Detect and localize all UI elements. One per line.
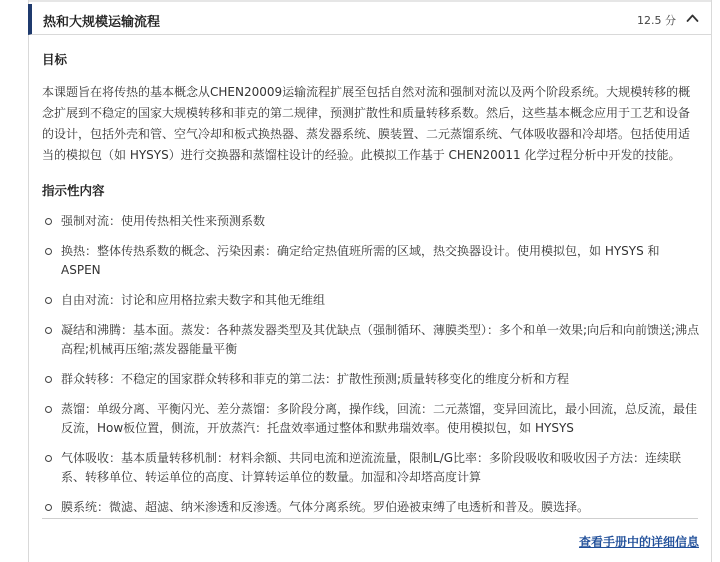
list-item bbox=[42, 449, 700, 487]
bullet-icon bbox=[45, 406, 52, 413]
list-item-text: 气体吸收：基本质量转移机制：材料余额、共同电流和逆流流量，限制L/G比率：多阶段吸收和吸收因子方法：连续联系、转移单位、转运单位的高度、计算转运单位的数量。加湿和冷却塔高度计算 bbox=[61, 451, 682, 484]
objectives-paragraph: 本课题旨在将传热的基本概念从CHEN20009运输流程扩展至包括自然对流和强制对流以及两个阶段系统。大规模转移的概念扩展到不稳定的国家大规模转移和菲克的第二规律，预测扩散性和质量转移系数。然后，这些基本概念应用于工艺和设备的设计，包括外壳和管、空气冷却和板式换热器、蒸发器系统、膜装置、二元蒸馏系统、气体吸收器和冷却塔。包括使用适当的模拟包（如 HYSYS）进行交换器和蒸馏柱设计的经验。此模拟工作基于 CHEN20011 化学过程分析中开发的技能。 bbox=[42, 85, 691, 162]
list-item bbox=[42, 212, 700, 231]
list-item bbox=[42, 242, 700, 280]
indicative-content-heading: 指示性内容 bbox=[42, 183, 105, 198]
handbook-details-link[interactable]: 查看手册中的详细信息 bbox=[578, 535, 699, 549]
list-item bbox=[42, 291, 700, 310]
topic-list bbox=[42, 212, 700, 528]
list-item-text: 自由对流：讨论和应用格拉索夫数字和其他无维组 bbox=[61, 293, 326, 307]
bullet-icon bbox=[45, 376, 52, 383]
list-item-text: 群众转移：不稳定的国家群众转移和菲克的第二法：扩散性预测;质量转移变化的维度分析和方程 bbox=[61, 372, 570, 386]
list-item-text: 膜系统：微滤、超滤、纳米渗透和反渗透。气体分离系统。罗伯逊被束缚了电透析和普及。膜选择。 bbox=[61, 500, 590, 514]
credit-points: 12.5 分 bbox=[637, 14, 676, 27]
list-item bbox=[42, 498, 700, 517]
unit-title: 热和大规模运输流程 bbox=[43, 15, 161, 30]
list-item bbox=[42, 370, 700, 389]
accordion-header[interactable] bbox=[28, 4, 712, 35]
section-divider bbox=[42, 518, 698, 519]
bullet-icon bbox=[45, 455, 52, 462]
bullet-icon bbox=[45, 218, 52, 225]
bullet-icon bbox=[45, 504, 52, 511]
list-item-text: 蒸馏：单级分离、平衡闪光、差分蒸馏：多阶段分离，操作线，回流：二元蒸馏，变异回流比，最小回流，总反流，最佳反流，How板位置，侧流，开放蒸汽：托盘效率通过整体和默弗瑞效率。使用模拟包，如 HYSYS bbox=[61, 402, 698, 435]
list-item bbox=[42, 321, 700, 359]
list-item-text: 换热：整体传热系数的概念、污染因素：确定给定热值班所需的区域，热交换器设计。使用模拟包，如 HYSYS 和 ASPEN bbox=[61, 244, 660, 277]
chevron-up-icon[interactable] bbox=[686, 13, 699, 23]
bullet-icon bbox=[45, 327, 52, 334]
bullet-icon bbox=[45, 297, 52, 304]
objectives-heading: 目标 bbox=[42, 52, 68, 67]
list-item-text: 凝结和沸腾：基本面。蒸发：各种蒸发器类型及其优缺点（强制循环、薄膜类型）：多个和单一效果;向后和向前馈送;沸点高程;机械再压缩;蒸发器能量平衡 bbox=[61, 323, 700, 356]
list-item bbox=[42, 400, 700, 438]
list-item-text: 强制对流：使用传热相关性来预测系数 bbox=[61, 214, 266, 228]
bullet-icon bbox=[45, 248, 52, 255]
